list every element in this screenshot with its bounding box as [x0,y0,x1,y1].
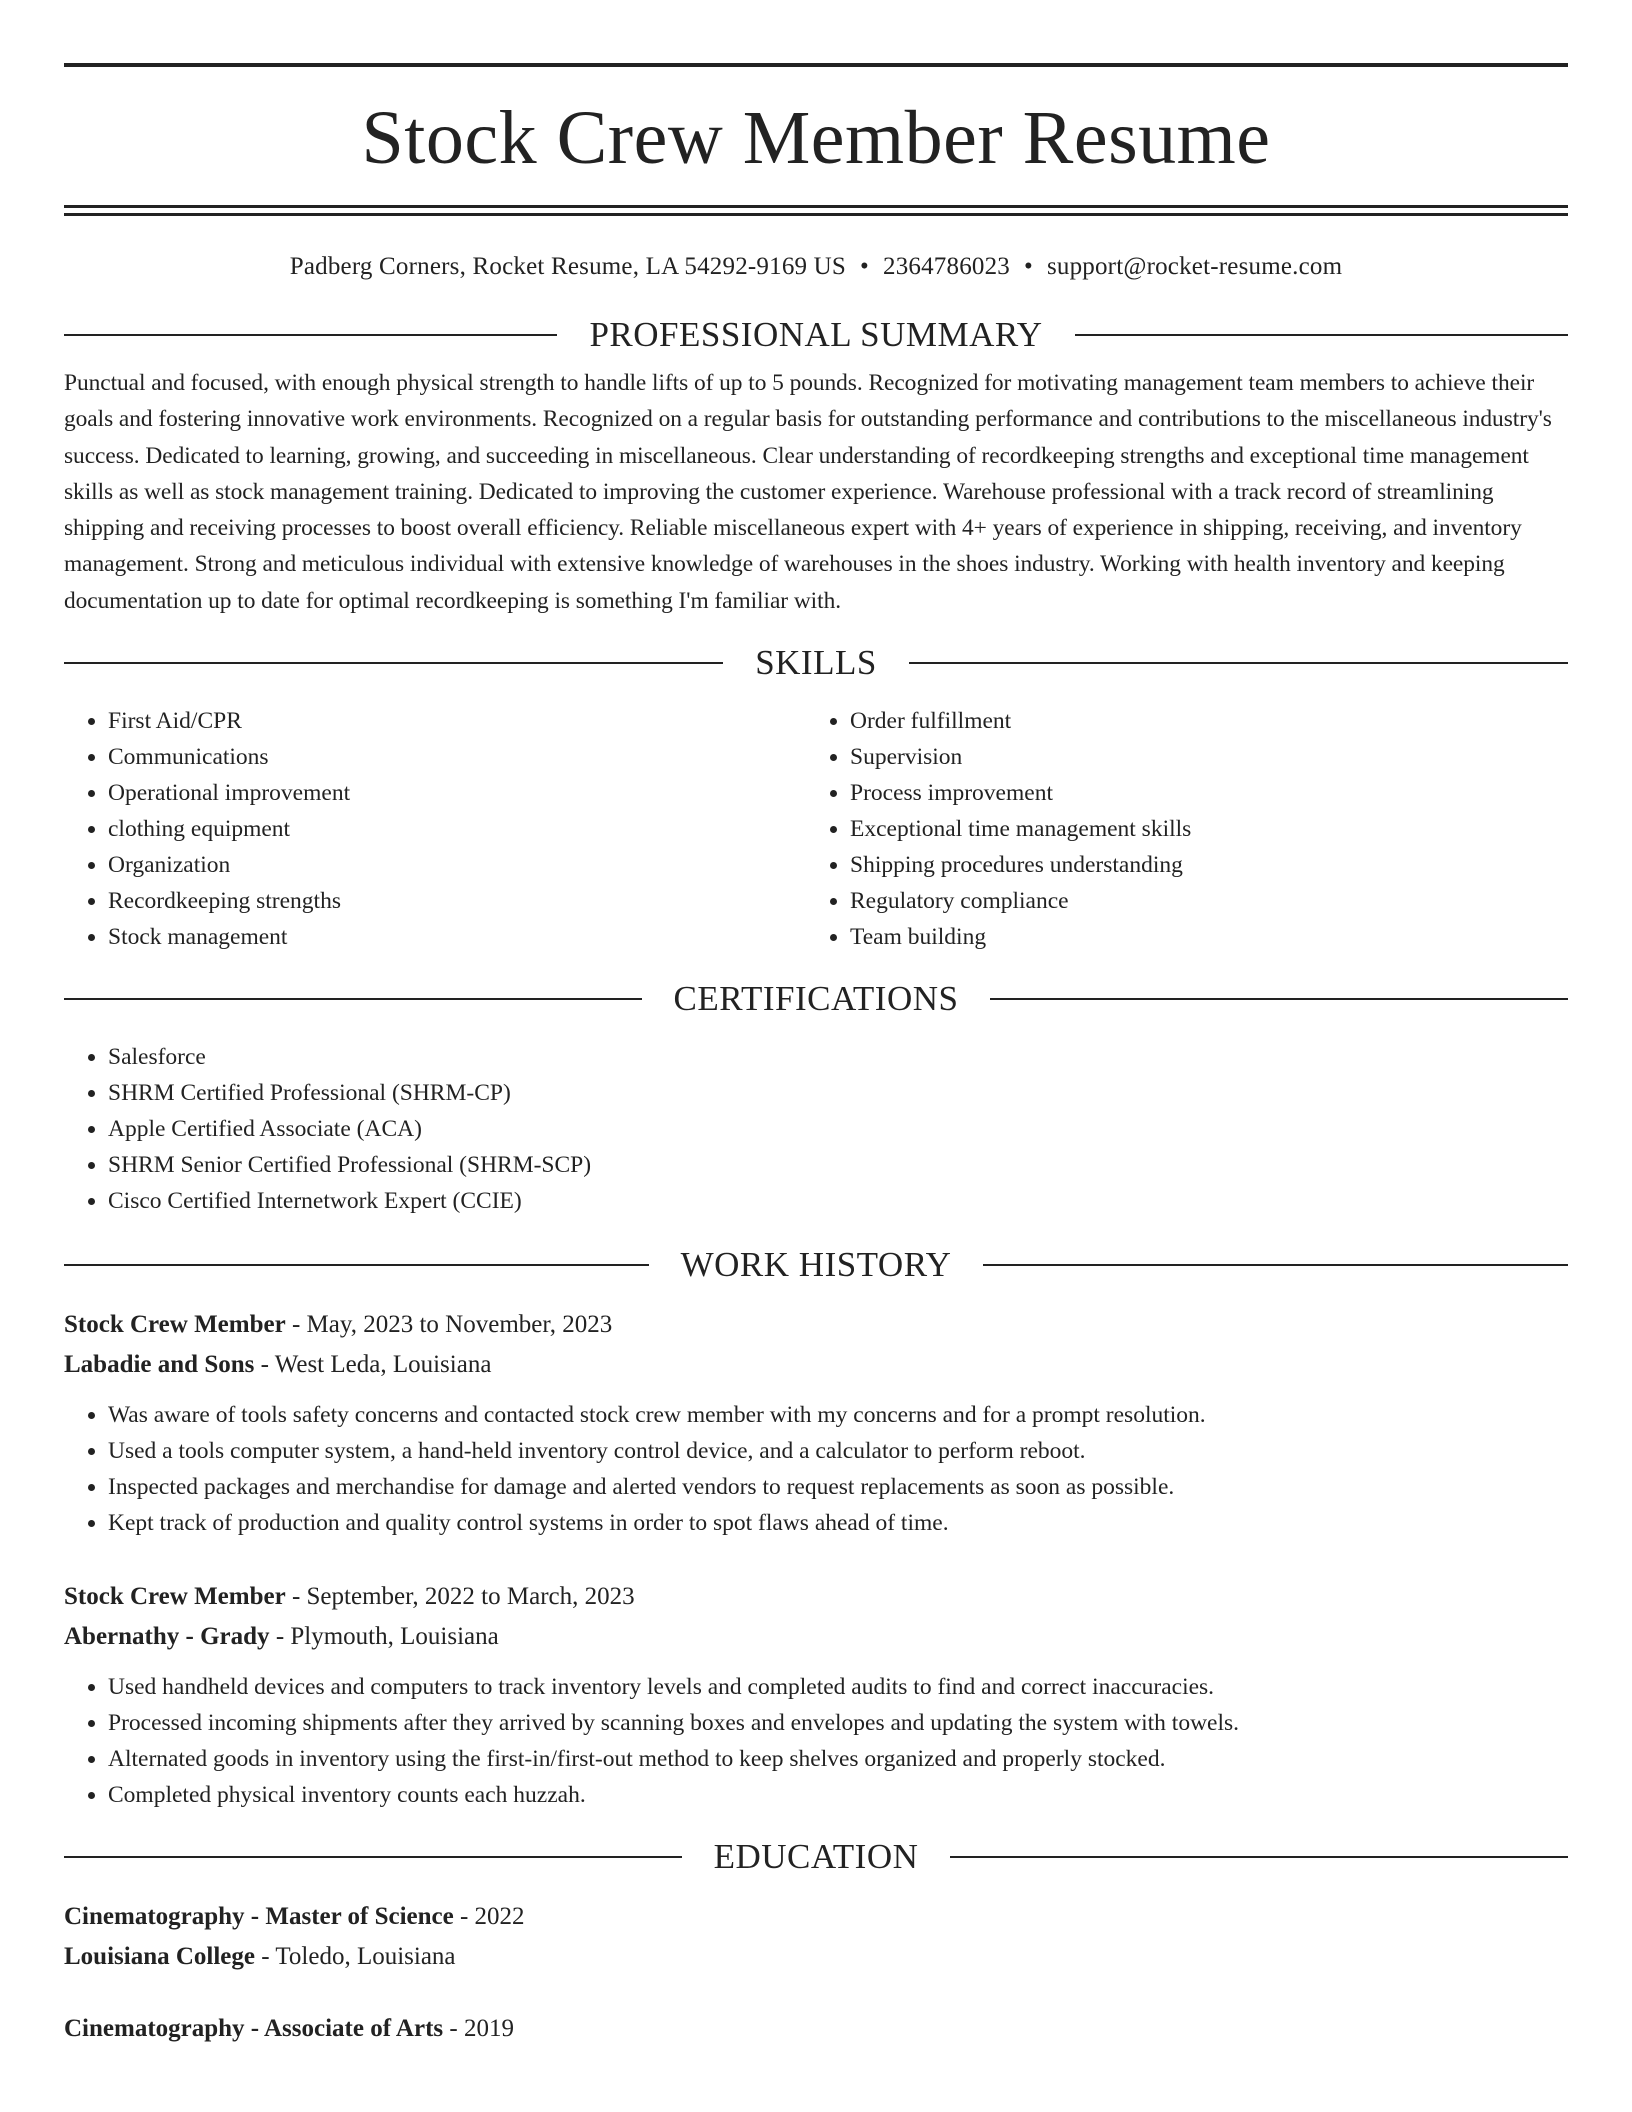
list-item: • Salesforce [108,1039,1568,1075]
heading-rule [950,1856,1568,1858]
work-history-heading [64,1243,1568,1287]
list-item: • Shipping procedures understanding [850,847,1548,883]
list-item: • Exceptional time management skills [850,811,1548,847]
heading-rule [983,1264,1568,1266]
list-item: • Apple Certified Associate (ACA) [108,1111,1568,1147]
skills-column-left [64,703,806,955]
contact-address: Padberg Corners, Rocket Resume, LA 54292-9169 US [289,253,847,280]
education-degree-line [64,2009,1568,2049]
list-item: • SHRM Senior Certified Professional (SHRM-SCP) [108,1147,1568,1183]
job-entry [64,1577,1568,1813]
job-company-line [64,1617,1568,1657]
certifications-heading [64,977,1568,1021]
list-item: • Kept track of production and quality control systems in order to spot flaws ahead of time. [108,1505,1568,1541]
list-item: • Order fulfillment [850,703,1548,739]
page-title: Stock Crew Member Resume [361,96,1271,180]
list-item: • Process improvement [850,775,1548,811]
list-item: • Stock management [108,919,806,955]
education-year: - 2022 [453,1903,525,1931]
list-item: • Used handheld devices and computers to track inventory levels and completed audits to find and correct inaccuracies. [108,1669,1568,1705]
summary-text: Punctual and focused, with enough physical strength to handle lifts of up to 5 pounds. Recognized for motivating management team members to achieve their goals and fostering innovative work environments. Recognized on a regular basis for outstanding performance and contributions to the miscellaneous industry's success. Dedicated to learning, growing, and succeeding in miscellaneous. Clear understanding of recordkeeping strengths and exceptional time management skills as well as stock management training. Dedicated to improving the customer experience. Warehouse professional with a track record of streamlining shipping and receiving processes to boost overall efficiency. Reliable miscellaneous expert with 4+ years of experience in shipping, receiving, and inventory management. Strong and meticulous individual with extensive knowledge of warehouses in the shoes industry. Working with health inventory and keeping documentation up to date for optimal recordkeeping is something I'm familiar with. [64,370,1552,614]
heading-rule [909,662,1568,664]
job-dates: - May, 2023 to November, 2023 [285,1311,613,1339]
title-double-rule [64,205,1568,216]
resume-page [64,0,1568,2049]
heading-rule [64,1264,649,1266]
education-heading [64,1835,1568,1879]
education-degree-line [64,1897,1568,1937]
top-rule [64,63,1568,67]
education-school-line [64,1937,1568,1977]
job-role: Stock Crew Member [64,1311,286,1339]
heading-rule [64,1856,682,1858]
job-company: Labadie and Sons [64,1351,255,1379]
list-item: • Supervision [850,739,1548,775]
job-company-line [64,1345,1568,1385]
education-degree: Cinematography - Master of Science [64,1903,454,1931]
heading-rule [64,662,723,664]
section-title: WORK HISTORY [680,1245,952,1285]
heading-rule [64,334,557,336]
list-item: • Communications [108,739,806,775]
job-location: - Plymouth, Louisiana [269,1623,499,1651]
list-item: • Organization [108,847,806,883]
job-title-line [64,1577,1568,1617]
contact-line [64,252,1568,282]
job-bullets [64,1669,1568,1813]
education-entry [64,2009,1568,2049]
job-bullets [64,1397,1568,1541]
job-title-line [64,1305,1568,1345]
certifications-list [64,1039,1568,1219]
list-item: • Completed physical inventory counts each huzzah. [108,1777,1568,1813]
job-role: Stock Crew Member [64,1583,286,1611]
list-item: • Operational improvement [108,775,806,811]
list-item: • SHRM Certified Professional (SHRM-CP) [108,1075,1568,1111]
heading-rule [990,998,1568,1000]
section-title: EDUCATION [713,1837,919,1877]
list-item: • Cisco Certified Internetwork Expert (CCIE) [108,1183,1568,1219]
education-year: - 2019 [443,2015,514,2043]
list-item: • Regulatory compliance [850,883,1548,919]
job-entry [64,1305,1568,1541]
heading-rule [64,998,642,1000]
contact-separator: • [860,253,869,280]
section-title: SKILLS [755,643,877,683]
education-location: - Toledo, Louisiana [255,1943,456,1971]
list-item: • Used a tools computer system, a hand-held inventory control device, and a calculator to perform reboot. [108,1433,1568,1469]
list-item: • Inspected packages and merchandise for damage and alerted vendors to request replacements as soon as possible. [108,1469,1568,1505]
section-title: PROFESSIONAL SUMMARY [589,315,1043,354]
education-degree: Cinematography - Associate of Arts [64,2015,444,2043]
list-item: • Processed incoming shipments after they arrived by scanning boxes and envelopes and updating the system with towels. [108,1705,1568,1741]
contact-separator: • [1024,253,1033,280]
list-item: • Alternated goods in inventory using the first-in/first-out method to keep shelves organized and properly stocked. [108,1741,1568,1777]
contact-email: support@rocket-resume.com [1046,253,1343,280]
summary-heading [64,313,1568,357]
education-school: Louisiana College [64,1943,255,1971]
job-company: Abernathy - Grady [64,1623,270,1651]
skills-heading [64,641,1568,685]
list-item: • First Aid/CPR [108,703,806,739]
list-item: • Team building [850,919,1548,955]
list-item: • Recordkeeping strengths [108,883,806,919]
list-item: • clothing equipment [108,811,806,847]
section-title: CERTIFICATIONS [673,979,959,1019]
education-entry [64,1897,1568,1977]
skills-column-right [806,703,1548,955]
list-item: • Was aware of tools safety concerns and contacted stock crew member with my concerns and for a prompt resolution. [108,1397,1568,1433]
job-location: - West Leda, Louisiana [254,1351,492,1379]
contact-phone: 2364786023 [883,253,1010,280]
skills-grid [64,703,1568,955]
job-dates: - September, 2022 to March, 2023 [285,1583,635,1611]
heading-rule [1075,334,1568,336]
